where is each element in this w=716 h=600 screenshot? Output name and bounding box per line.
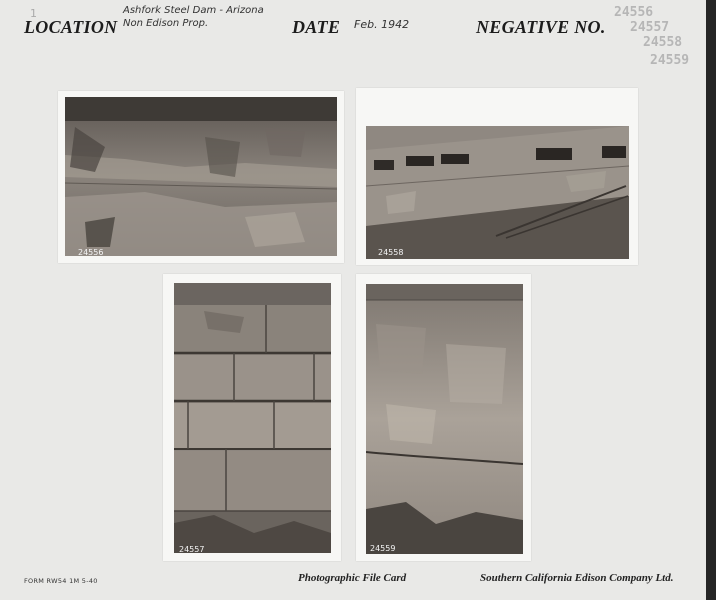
photo-block-masonry-wall[interactable]	[174, 283, 331, 553]
photo-mount	[58, 91, 344, 263]
negative-number: 24559	[650, 53, 690, 68]
photo-number: 24557	[179, 545, 205, 554]
negative-number: 24558	[643, 35, 683, 50]
photo-mount	[163, 274, 341, 561]
photo-wall-with-openings[interactable]	[366, 126, 629, 259]
date-value: Feb. 1942	[354, 18, 410, 31]
date-label: DATE	[292, 17, 341, 37]
photo-number: 24558	[378, 248, 404, 257]
company-name: Southern California Edison Company Ltd.	[480, 572, 674, 584]
location-label: LOCATION	[24, 17, 118, 37]
negative-number: 24557	[630, 20, 670, 35]
photo-mount	[356, 88, 638, 265]
photo-mount	[356, 274, 531, 561]
photo-number: 24556	[78, 248, 104, 257]
form-code: FORM RW54 1M 5-40	[24, 577, 98, 585]
location-value-line2: Non Edison Prop.	[123, 18, 209, 29]
photo-number: 24559	[370, 544, 396, 553]
negative-number: 24556	[614, 5, 654, 20]
photo-rock-cliff[interactable]	[65, 97, 337, 256]
card-title: Photographic File Card	[298, 572, 407, 584]
card-edge	[706, 0, 716, 600]
corner-mark: 1	[30, 7, 37, 20]
photo-concrete-wall[interactable]	[366, 284, 523, 554]
negative-label: NEGATIVE NO.	[476, 17, 606, 37]
location-value-line1: Ashfork Steel Dam - Arizona	[123, 5, 264, 16]
